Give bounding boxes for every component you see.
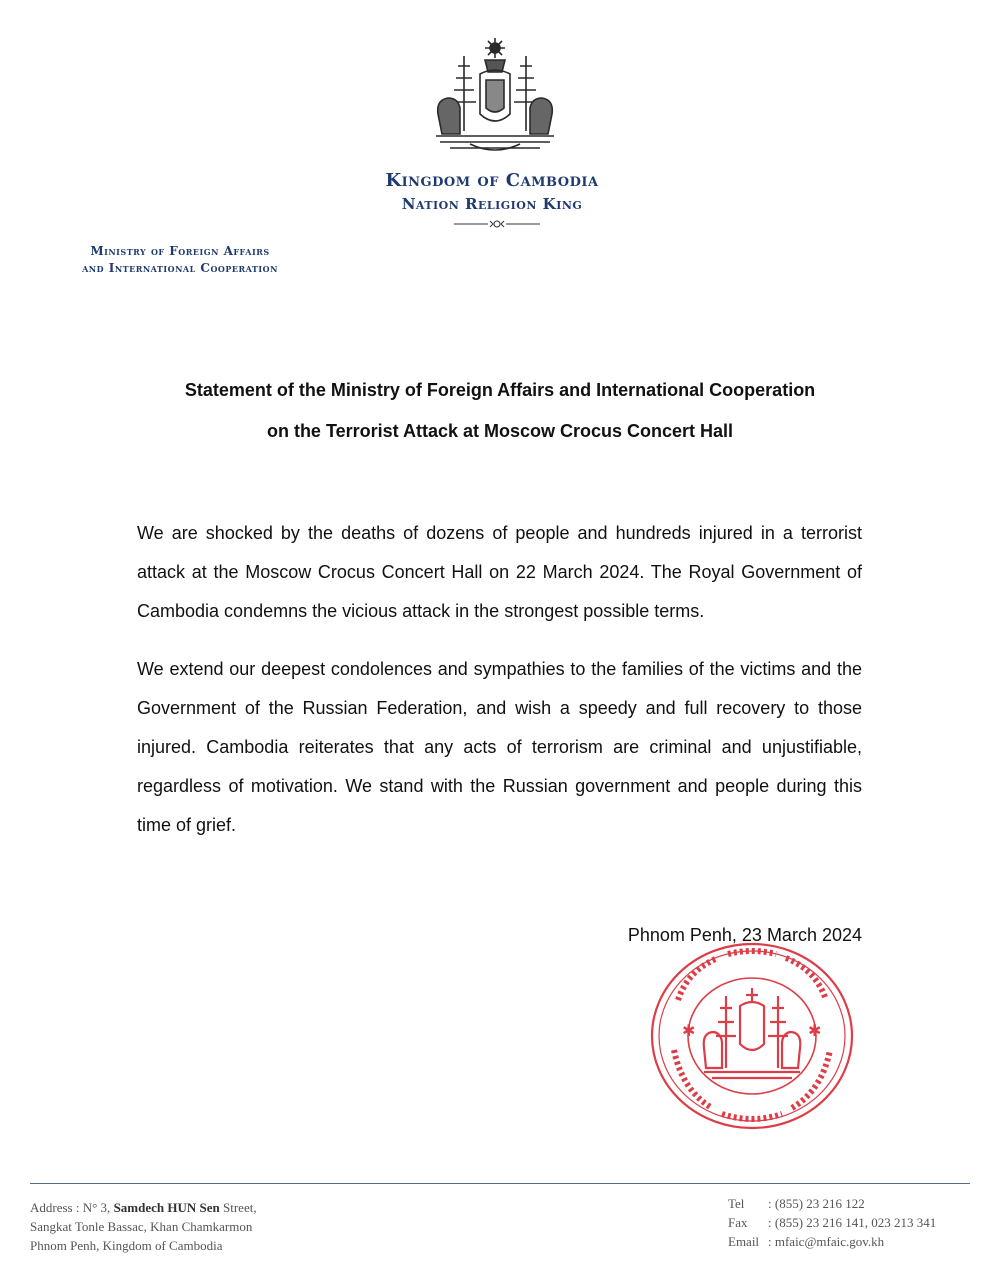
fax-value: : (855) 23 216 141, 023 213 341 xyxy=(768,1215,937,1230)
ministry-name-line1: Ministry of Foreign Affairs xyxy=(90,244,270,258)
email-label: Email xyxy=(728,1234,760,1249)
kingdom-heading: Kingdom of Cambodia xyxy=(385,170,599,191)
address-street-suffix: Street, xyxy=(223,1200,257,1215)
email-link[interactable]: : mfaic@mfaic.gov.kh xyxy=(768,1234,885,1249)
footer-address xyxy=(30,1198,450,1255)
body-paragraph-2: We extend our deepest condolences and sympathies to the families of the victims and the Government of the Russian Federation, and wish a speedy and full recovery to those injured. Cambodia reiterates that any acts of terrorism are criminal and unjustifiable, regardless of motivation. We stand with the Russian government and people during this time of grief. xyxy=(137,659,862,835)
ministry-name-line2: and International Cooperation xyxy=(82,261,278,275)
tel-label: Tel xyxy=(728,1196,745,1211)
address-label: Address : N° 3, xyxy=(30,1200,111,1215)
place-and-date: Phnom Penh, 23 March 2024 xyxy=(627,925,862,945)
statement-title-line1: Statement of the Ministry of Foreign Affairs and International Cooperation xyxy=(184,380,816,400)
red-ministry-seal-icon xyxy=(648,940,856,1132)
svg-text:✱: ✱ xyxy=(808,1021,822,1040)
address-line3: Phnom Penh, Kingdom of Cambodia xyxy=(30,1238,223,1253)
footer-contact xyxy=(728,1194,988,1251)
fax-label: Fax xyxy=(728,1215,748,1230)
statement-title-line2: on the Terrorist Attack at Moscow Crocus Concert Hall xyxy=(266,421,734,441)
address-street-bold: Samdech HUN Sen xyxy=(113,1200,220,1215)
address-line2: Sangkat Tonle Bassac, Khan Chamkarmon xyxy=(30,1219,253,1234)
svg-text:✱: ✱ xyxy=(682,1021,696,1040)
tel-value: : (855) 23 216 122 xyxy=(768,1196,865,1211)
body-paragraph-1: We are shocked by the deaths of dozens of people and hundreds injured in a terrorist attack at the Moscow Crocus Concert Hall on 22 March 2024. The Royal Government of Cambodia condemns the vicious attack in the strongest possible terms. xyxy=(137,523,862,621)
motto-heading: Nation Religion King xyxy=(401,195,583,213)
royal-coat-of-arms-icon xyxy=(430,36,560,158)
footer-divider xyxy=(30,1183,970,1184)
divider-ornament-icon xyxy=(452,218,542,230)
